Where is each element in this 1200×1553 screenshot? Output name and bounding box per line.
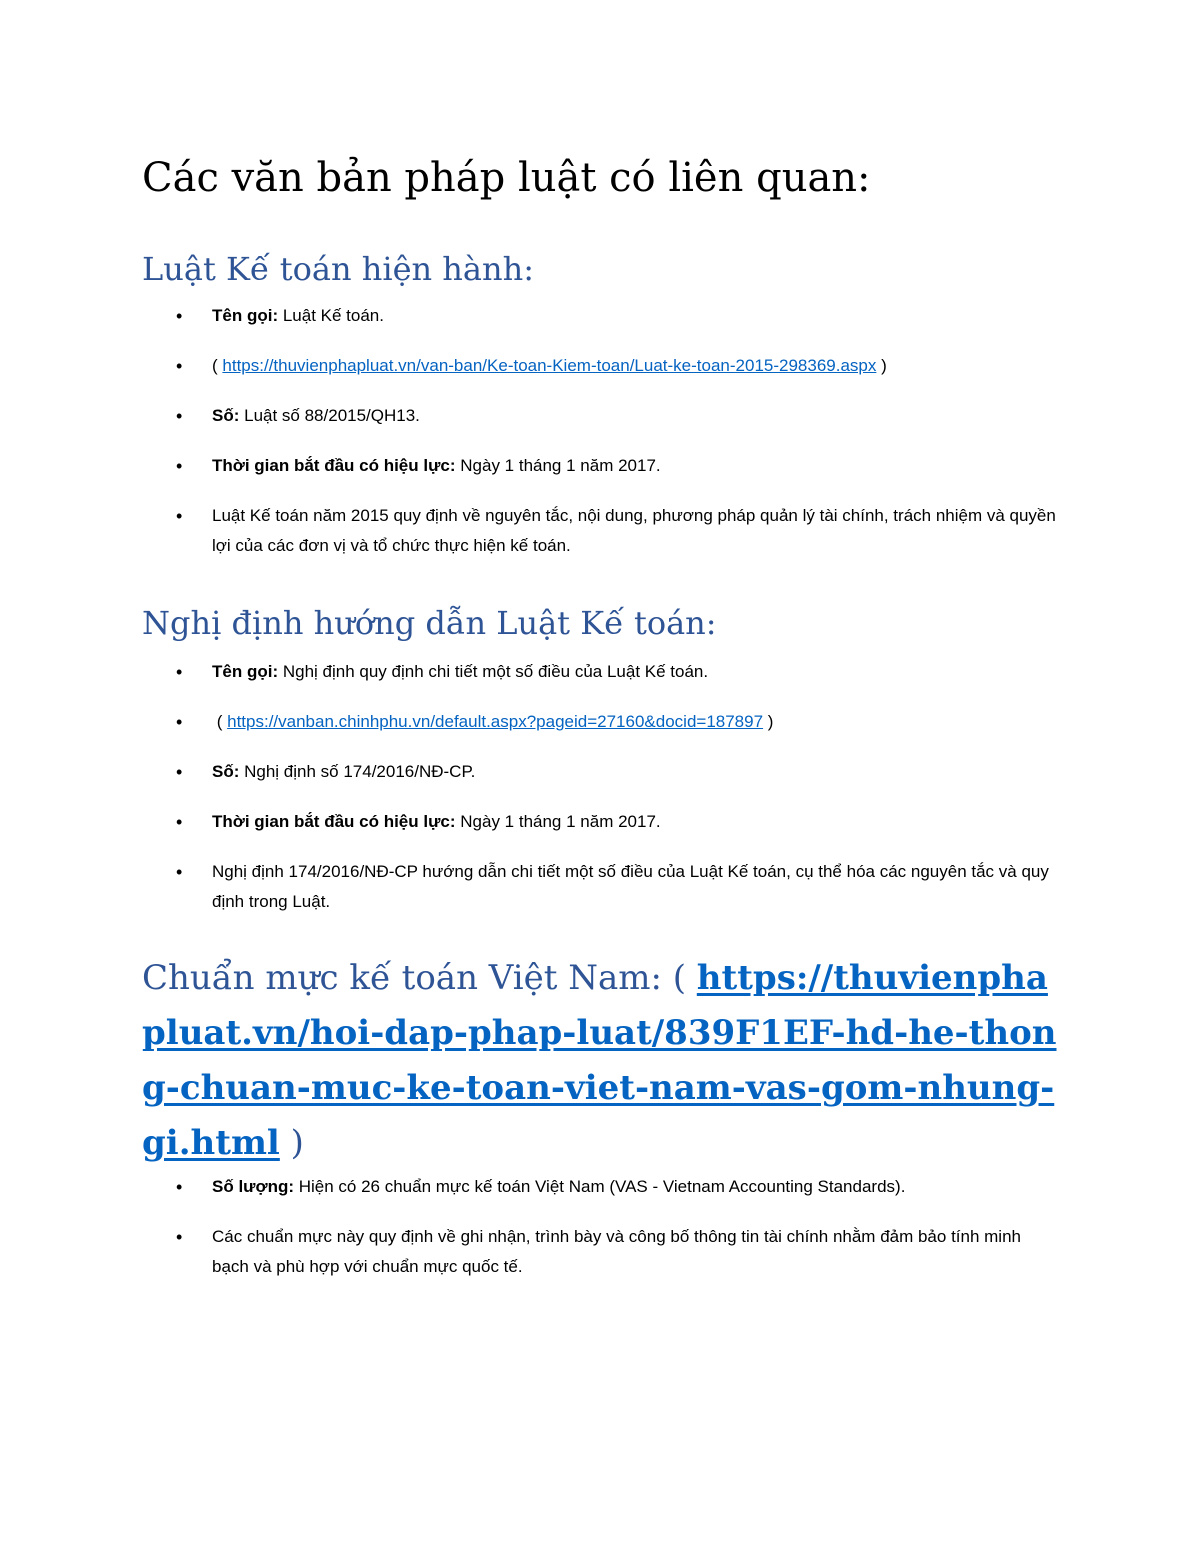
item-text: Nghị định 174/2016/NĐ-CP hướng dẫn chi tiết một số điều của Luật Kế toán, cụ thể hóa các nguyên tắc và quy định trong Luật. [212,862,1049,911]
list-item [142,757,1062,787]
item-text: Hiện có 26 chuẩn mực kế toán Việt Nam (VAS - Vietnam Accounting Standards). [294,1177,906,1196]
item-text: Ngày 1 tháng 1 năm 2017. [455,456,661,475]
item-label: Thời gian bắt đầu có hiệu lực: [212,456,456,475]
bullet-icon: • [176,762,183,782]
item-text: Luật Kế toán năm 2015 quy định về nguyên tắc, nội dung, phương pháp quản lý tài chính, trách nhiệm và quyền lợi của các đơn vị và tổ chức thực hiện kế toán. [212,506,1056,555]
bullet-icon: • [176,712,183,732]
link-close-paren: ) [763,712,774,731]
list-item [142,657,1062,687]
link-close-paren: ) [876,356,887,375]
list-item [142,401,1062,431]
item-label: Tên gọi: [212,306,279,325]
heading-close-paren: ) [279,1123,304,1163]
bullet-icon: • [176,456,183,476]
bullet-icon: • [176,306,183,326]
item-text: Các chuẩn mực này quy định về ghi nhận, trình bày và công bố thông tin tài chính nhằm đảm bảo tính minh bạch và phù hợp với chuẩn mực quốc tế. [212,1227,1021,1276]
list-item [142,351,1062,381]
list-item [142,807,1062,837]
page-title: Các văn bản pháp luật có liên quan: [142,155,871,201]
item-text: Luật Kế toán. [278,306,384,325]
list-item [142,301,1062,331]
list-item [142,1172,1062,1202]
bullet-icon: • [176,356,183,376]
nghi-dinh-link[interactable]: https://vanban.chinhphu.vn/default.aspx?pageid=27160&docid=187897 [227,712,764,731]
section-list-luat-ke-toan [142,301,1062,561]
luat-ke-toan-link[interactable]: https://thuvienphapluat.vn/van-ban/Ke-toan-Kiem-toan/Luat-ke-toan-2015-298369.aspx [222,356,877,375]
item-text: Nghị định quy định chi tiết một số điều của Luật Kế toán. [278,662,709,681]
list-item [142,451,1062,481]
item-label: Thời gian bắt đầu có hiệu lực: [212,812,456,831]
bullet-icon: • [176,1177,183,1197]
chuan-muc-link[interactable]: https://thuvienphapluat.vn/hoi-dap-phap-luat/839F1EF-hd-he-thong-chuan-muc-ke-toan-viet-nam-vas-gom-nhung-gi.html [142,958,1057,1163]
list-item [142,501,1062,561]
item-text: Luật số 88/2015/QH13. [239,406,420,425]
bullet-icon: • [176,862,183,882]
list-item [142,1222,1062,1282]
item-label: Số: [212,762,240,781]
section-heading-nghi-dinh: Nghị định hướng dẫn Luật Kế toán: [142,604,717,642]
link-open-paren: ( [212,356,223,375]
bullet-icon: • [176,406,183,426]
item-label: Số: [212,406,240,425]
list-item [142,857,1062,917]
section-list-nghi-dinh [142,657,1062,917]
bullet-icon: • [176,812,183,832]
section-heading-luat-ke-toan: Luật Kế toán hiện hành: [142,250,534,288]
item-text: Nghị định số 174/2016/NĐ-CP. [239,762,476,781]
link-open-paren: ( [212,712,228,731]
section-heading-chuan-muc [142,951,1062,1171]
item-label: Số lượng: [212,1177,294,1196]
bullet-icon: • [176,506,183,526]
heading-text: Chuẩn mực kế toán Việt Nam: ( [142,958,697,998]
bullet-icon: • [176,662,183,682]
section-list-chuan-muc [142,1172,1062,1282]
item-text: Ngày 1 tháng 1 năm 2017. [455,812,661,831]
item-label: Tên gọi: [212,662,279,681]
bullet-icon: • [176,1227,183,1247]
list-item [142,707,1062,737]
